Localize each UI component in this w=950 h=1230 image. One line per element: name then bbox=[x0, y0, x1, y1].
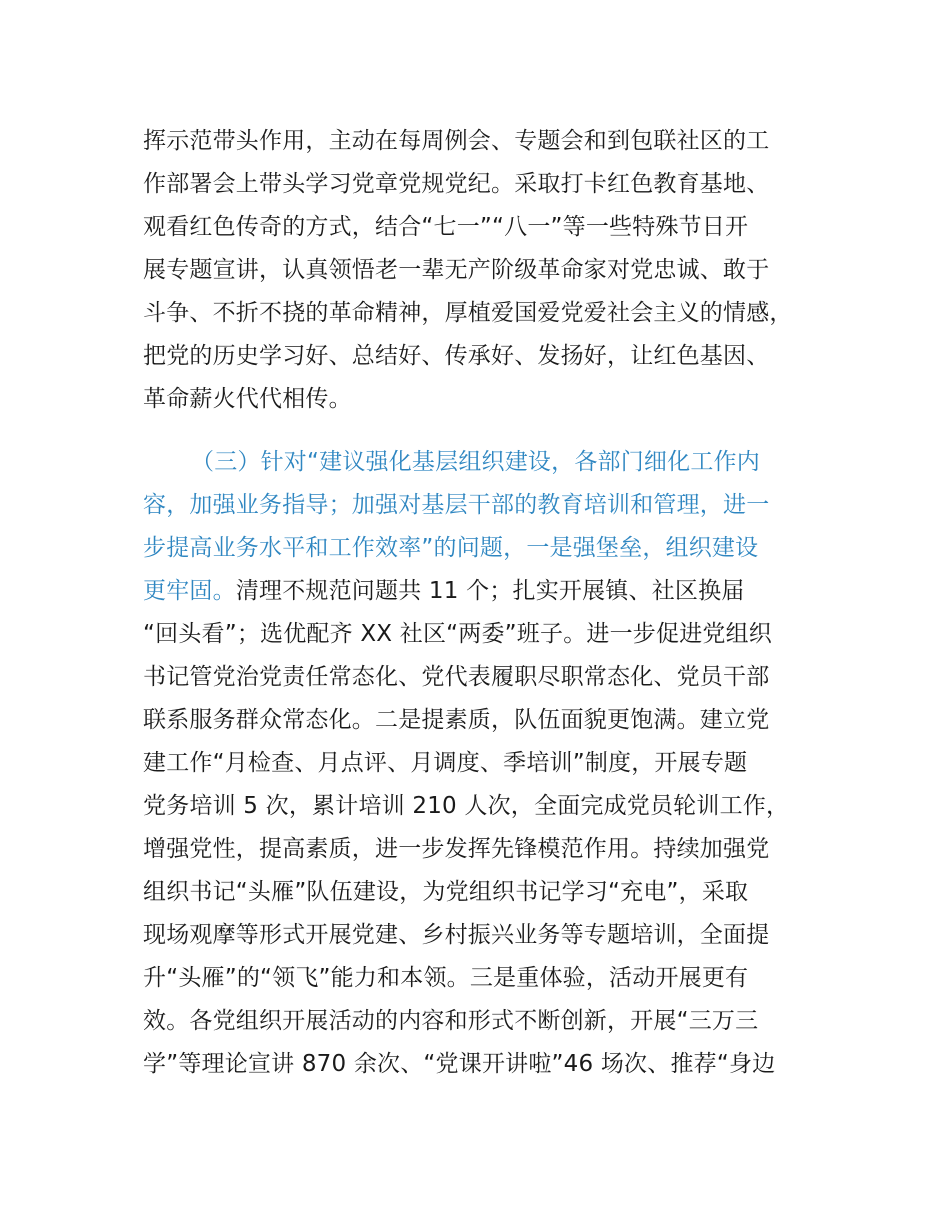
paragraph-line: 学”等理论宣讲 870 余次、“党课开讲啦”46 场次、推荐“身边 bbox=[143, 1051, 776, 1077]
paragraph-line: 建工作“月检查、月点评、月调度、季培训”制度，开展专题 bbox=[143, 750, 748, 776]
paragraph-line: 书记管党治党责任常态化、党代表履职尽职常态化、党员干部 bbox=[143, 664, 770, 690]
section-heading-tail: 更牢固。 bbox=[143, 578, 236, 604]
paragraph-line: 效。各党组织开展活动的内容和形式不断创新，开展“三万三 bbox=[143, 1008, 759, 1034]
section-heading-line: （三）针对“建议强化基层组织建设，各部门细化工作内 bbox=[191, 449, 760, 475]
paragraph-line: 革命薪火代代相传。 bbox=[143, 386, 352, 412]
paragraph-line: 斗争、不折不挠的革命精神，厚植爱国爱党爱社会主义的情感， bbox=[143, 300, 793, 326]
paragraph-line bbox=[143, 569, 745, 613]
section-heading-line: 步提高业务水平和工作效率”的问题，一是强堡垒，组织建设 bbox=[143, 535, 759, 561]
paragraph-line: 组织书记“头雁”队伍建设，为党组织书记学习“充电”，采取 bbox=[143, 879, 749, 905]
paragraph-line: 升“头雁”的“领飞”能力和本领。三是重体验，活动开展更有 bbox=[143, 965, 749, 991]
paragraph-line: 联系服务群众常态化。二是提素质，队伍面貌更饱满。建立党 bbox=[143, 707, 770, 733]
paragraph-line: 现场观摩等形式开展党建、乡村振兴业务等专题培训，全面提 bbox=[143, 922, 770, 948]
paragraph-line: 作部署会上带头学习党章党规党纪。采取打卡红色教育基地、 bbox=[143, 171, 770, 197]
paragraph-line: 把党的历史学习好、总结好、传承好、发扬好，让红色基因、 bbox=[143, 343, 770, 369]
paragraph-line: 党务培训 5 次，累计培训 210 人次，全面完成党员轮训工作， bbox=[143, 793, 790, 819]
paragraph-line: 观看红色传奇的方式，结合“七一”“八一”等一些特殊节日开 bbox=[143, 214, 749, 240]
paragraph-line: 增强党性，提高素质，进一步发挥先锋模范作用。持续加强党 bbox=[143, 836, 770, 862]
paragraph-line: “回头看”；选优配齐 XX 社区“两委”班子。进一步促进党组织 bbox=[143, 621, 772, 647]
paragraph-text: 清理不规范问题共 11 个；扎实开展镇、社区换届 bbox=[235, 578, 745, 604]
section-heading-line: 容，加强业务指导；加强对基层干部的教育培训和管理，进一 bbox=[143, 492, 770, 518]
paragraph-line: 挥示范带头作用，主动在每周例会、专题会和到包联社区的工 bbox=[143, 128, 770, 154]
paragraph-line: 展专题宣讲，认真领悟老一辈无产阶级革命家对党忠诚、敢于 bbox=[143, 257, 770, 283]
